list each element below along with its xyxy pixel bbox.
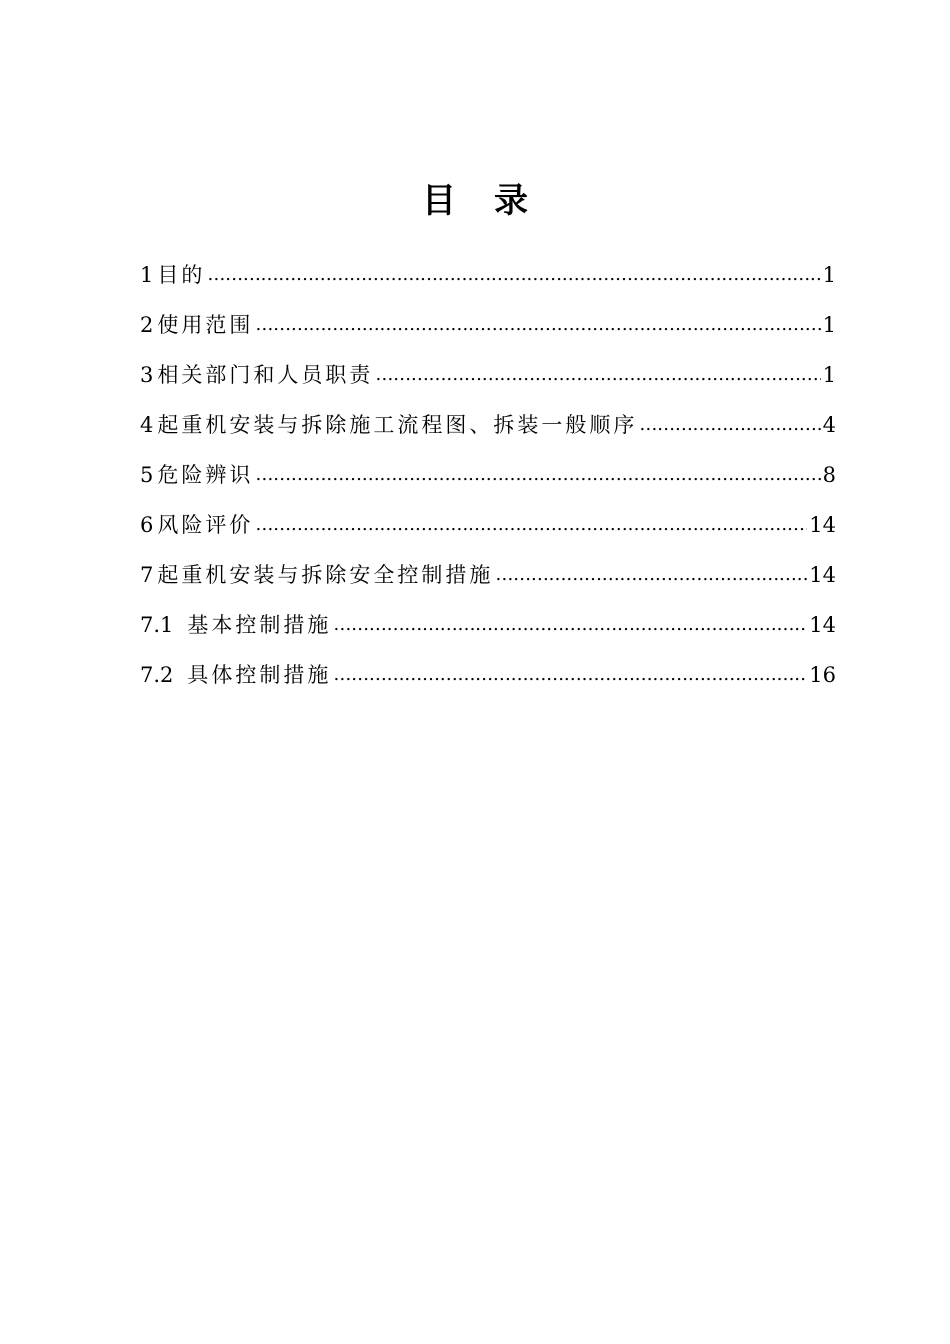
toc-entry-6[interactable] [140, 502, 836, 552]
toc-entry-page: 1 [822, 363, 836, 387]
toc-entry-number: 1 [140, 263, 154, 287]
toc-dot-leader [207, 250, 820, 298]
toc-entry-number: 7.2 [140, 663, 174, 687]
toc-dot-leader [255, 450, 820, 498]
toc-entry-number: 5 [140, 463, 154, 487]
toc-entry-label: 起重机安装与拆除施工流程图、拆装一般顺序 [157, 413, 638, 437]
toc-dot-leader [255, 300, 820, 348]
toc-title [0, 176, 950, 226]
toc-title-char-2: 录 [494, 181, 528, 221]
toc-dot-leader [333, 650, 807, 698]
toc-entry-7-2[interactable] [140, 652, 836, 702]
toc-entry-label: 起重机安装与拆除安全控制措施 [157, 563, 494, 587]
toc-list [140, 252, 836, 702]
toc-dot-leader [639, 400, 820, 448]
toc-entry-label: 相关部门和人员职责 [157, 363, 374, 387]
toc-entry-label: 基本控制措施 [187, 613, 332, 637]
toc-entry-page: 8 [822, 463, 836, 487]
toc-entry-7-1[interactable] [140, 602, 836, 652]
toc-entry-number: 7 [140, 563, 154, 587]
toc-entry-label: 风险评价 [157, 513, 254, 537]
toc-entry-page: 14 [809, 613, 836, 637]
toc-entry-number: 4 [140, 413, 154, 437]
toc-entry-2[interactable] [140, 302, 836, 352]
toc-dot-leader [255, 500, 807, 548]
toc-entry-number: 3 [140, 363, 154, 387]
toc-dot-leader [495, 550, 807, 598]
toc-entry-page: 1 [822, 263, 836, 287]
toc-entry-page: 16 [809, 663, 836, 687]
toc-entry-number: 6 [140, 513, 154, 537]
toc-entry-5[interactable] [140, 452, 836, 502]
toc-entry-label: 具体控制措施 [187, 663, 332, 687]
toc-entry-page: 14 [809, 513, 836, 537]
toc-title-char-1: 目 [422, 181, 456, 221]
toc-entry-4[interactable] [140, 402, 836, 452]
toc-entry-number: 2 [140, 313, 154, 337]
toc-entry-3[interactable] [140, 352, 836, 402]
toc-dot-leader [333, 600, 807, 648]
toc-entry-label: 使用范围 [157, 313, 254, 337]
toc-entry-label: 目的 [157, 263, 206, 287]
toc-entry-label: 危险辨识 [157, 463, 254, 487]
toc-entry-page: 4 [822, 413, 836, 437]
toc-entry-1[interactable] [140, 252, 836, 302]
toc-dot-leader [375, 350, 820, 398]
toc-entry-7[interactable] [140, 552, 836, 602]
toc-entry-number: 7.1 [140, 613, 174, 637]
toc-entry-page: 14 [809, 563, 836, 587]
toc-entry-page: 1 [822, 313, 836, 337]
